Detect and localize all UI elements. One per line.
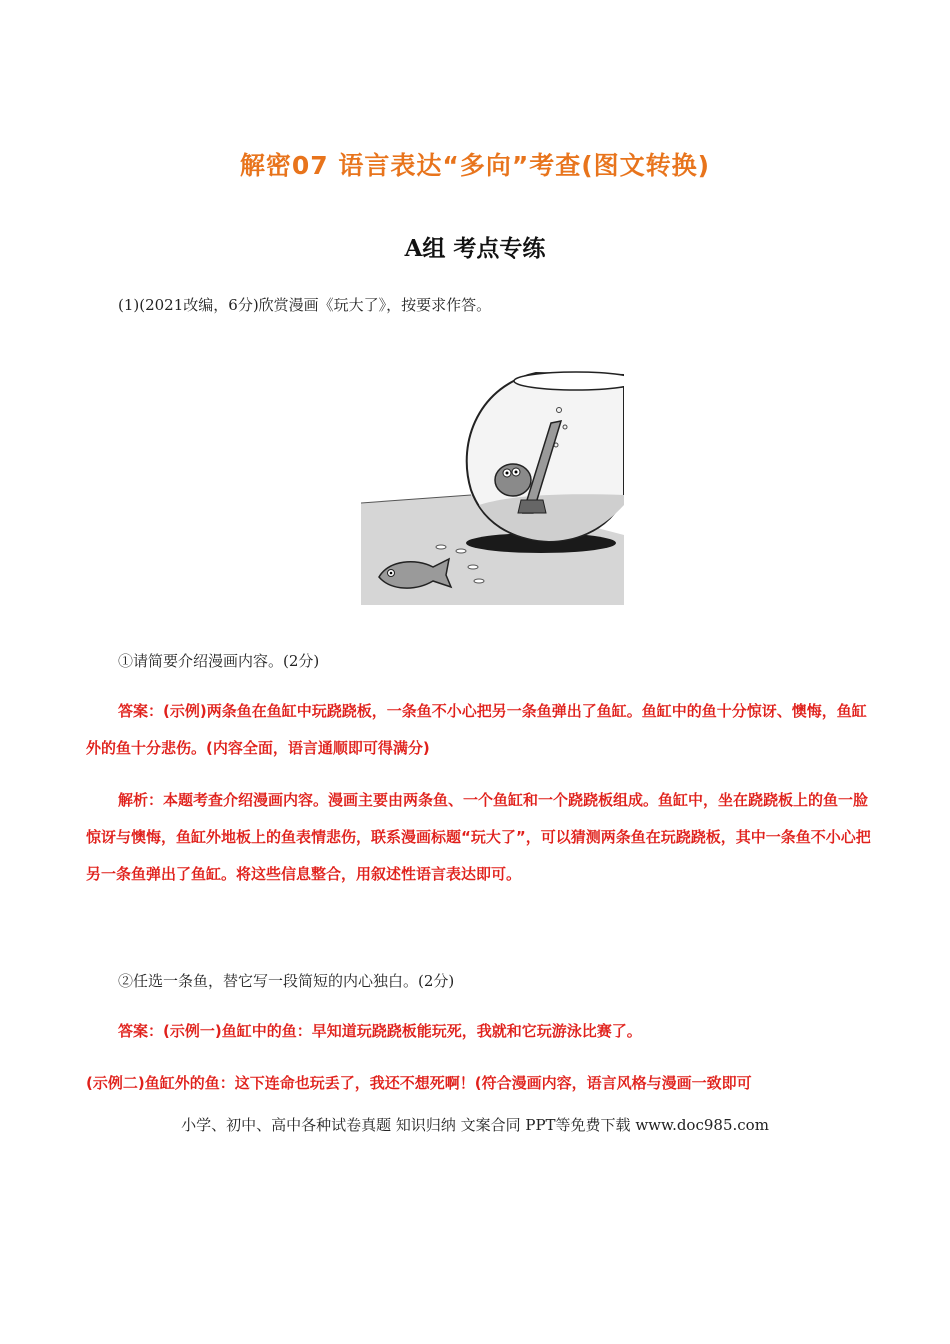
group-heading: A组 考点专练 xyxy=(404,235,546,262)
question-1-prompt: (1)(2021改编，6分)欣赏漫画《玩大了》，按要求作答。 xyxy=(118,296,492,314)
page-title: 解密07 语言表达“多向”考查(图文转换) xyxy=(239,151,711,180)
sub-question-2-answer-1: 答案：(示例一)鱼缸中的鱼：早知道玩跷跷板能玩死，我就和它玩游泳比赛了。 xyxy=(118,1022,642,1040)
sub-question-2-prompt: ②任选一条鱼，替它写一段简短的内心独白。(2分) xyxy=(118,972,455,990)
sub-question-1-prompt: ①请简要介绍漫画内容。(2分) xyxy=(118,652,320,670)
sub-question-2-answer-2: (示例二)鱼缸外的鱼：这下连命也玩丢了，我还不想死啊！(符合漫画内容，语言风格与漫画一致即可 xyxy=(86,1074,752,1092)
fishbowl-comic-image xyxy=(361,355,624,605)
comic-illustration xyxy=(361,355,624,605)
sub-question-1-answer: 答案：(示例)两条鱼在鱼缸中玩跷跷板，一条鱼不小心把另一条鱼弹出了鱼缸。鱼缸中的鱼十分惊讶、懊悔，鱼缸外的鱼十分悲伤。(内容全面，语言通顺即可得满分) xyxy=(86,702,867,757)
page-footer: 小学、初中、高中各种试卷真题 知识归纳 文案合同 PPT等免费下载 www.doc985.com xyxy=(181,1116,769,1134)
sub-question-1-analysis: 解析：本题考查介绍漫画内容。漫画主要由两条鱼、一个鱼缸和一个跷跷板组成。鱼缸中，坐在跷跷板上的鱼一脸惊讶与懊悔，鱼缸外地板上的鱼表情悲伤，联系漫画标题“玩大了”，可以猜测两条鱼在玩跷跷板，其中一条鱼不小心把另一条鱼弹出了鱼缸。将这些信息整合，用叙述性语言表达即可。 xyxy=(86,791,871,883)
